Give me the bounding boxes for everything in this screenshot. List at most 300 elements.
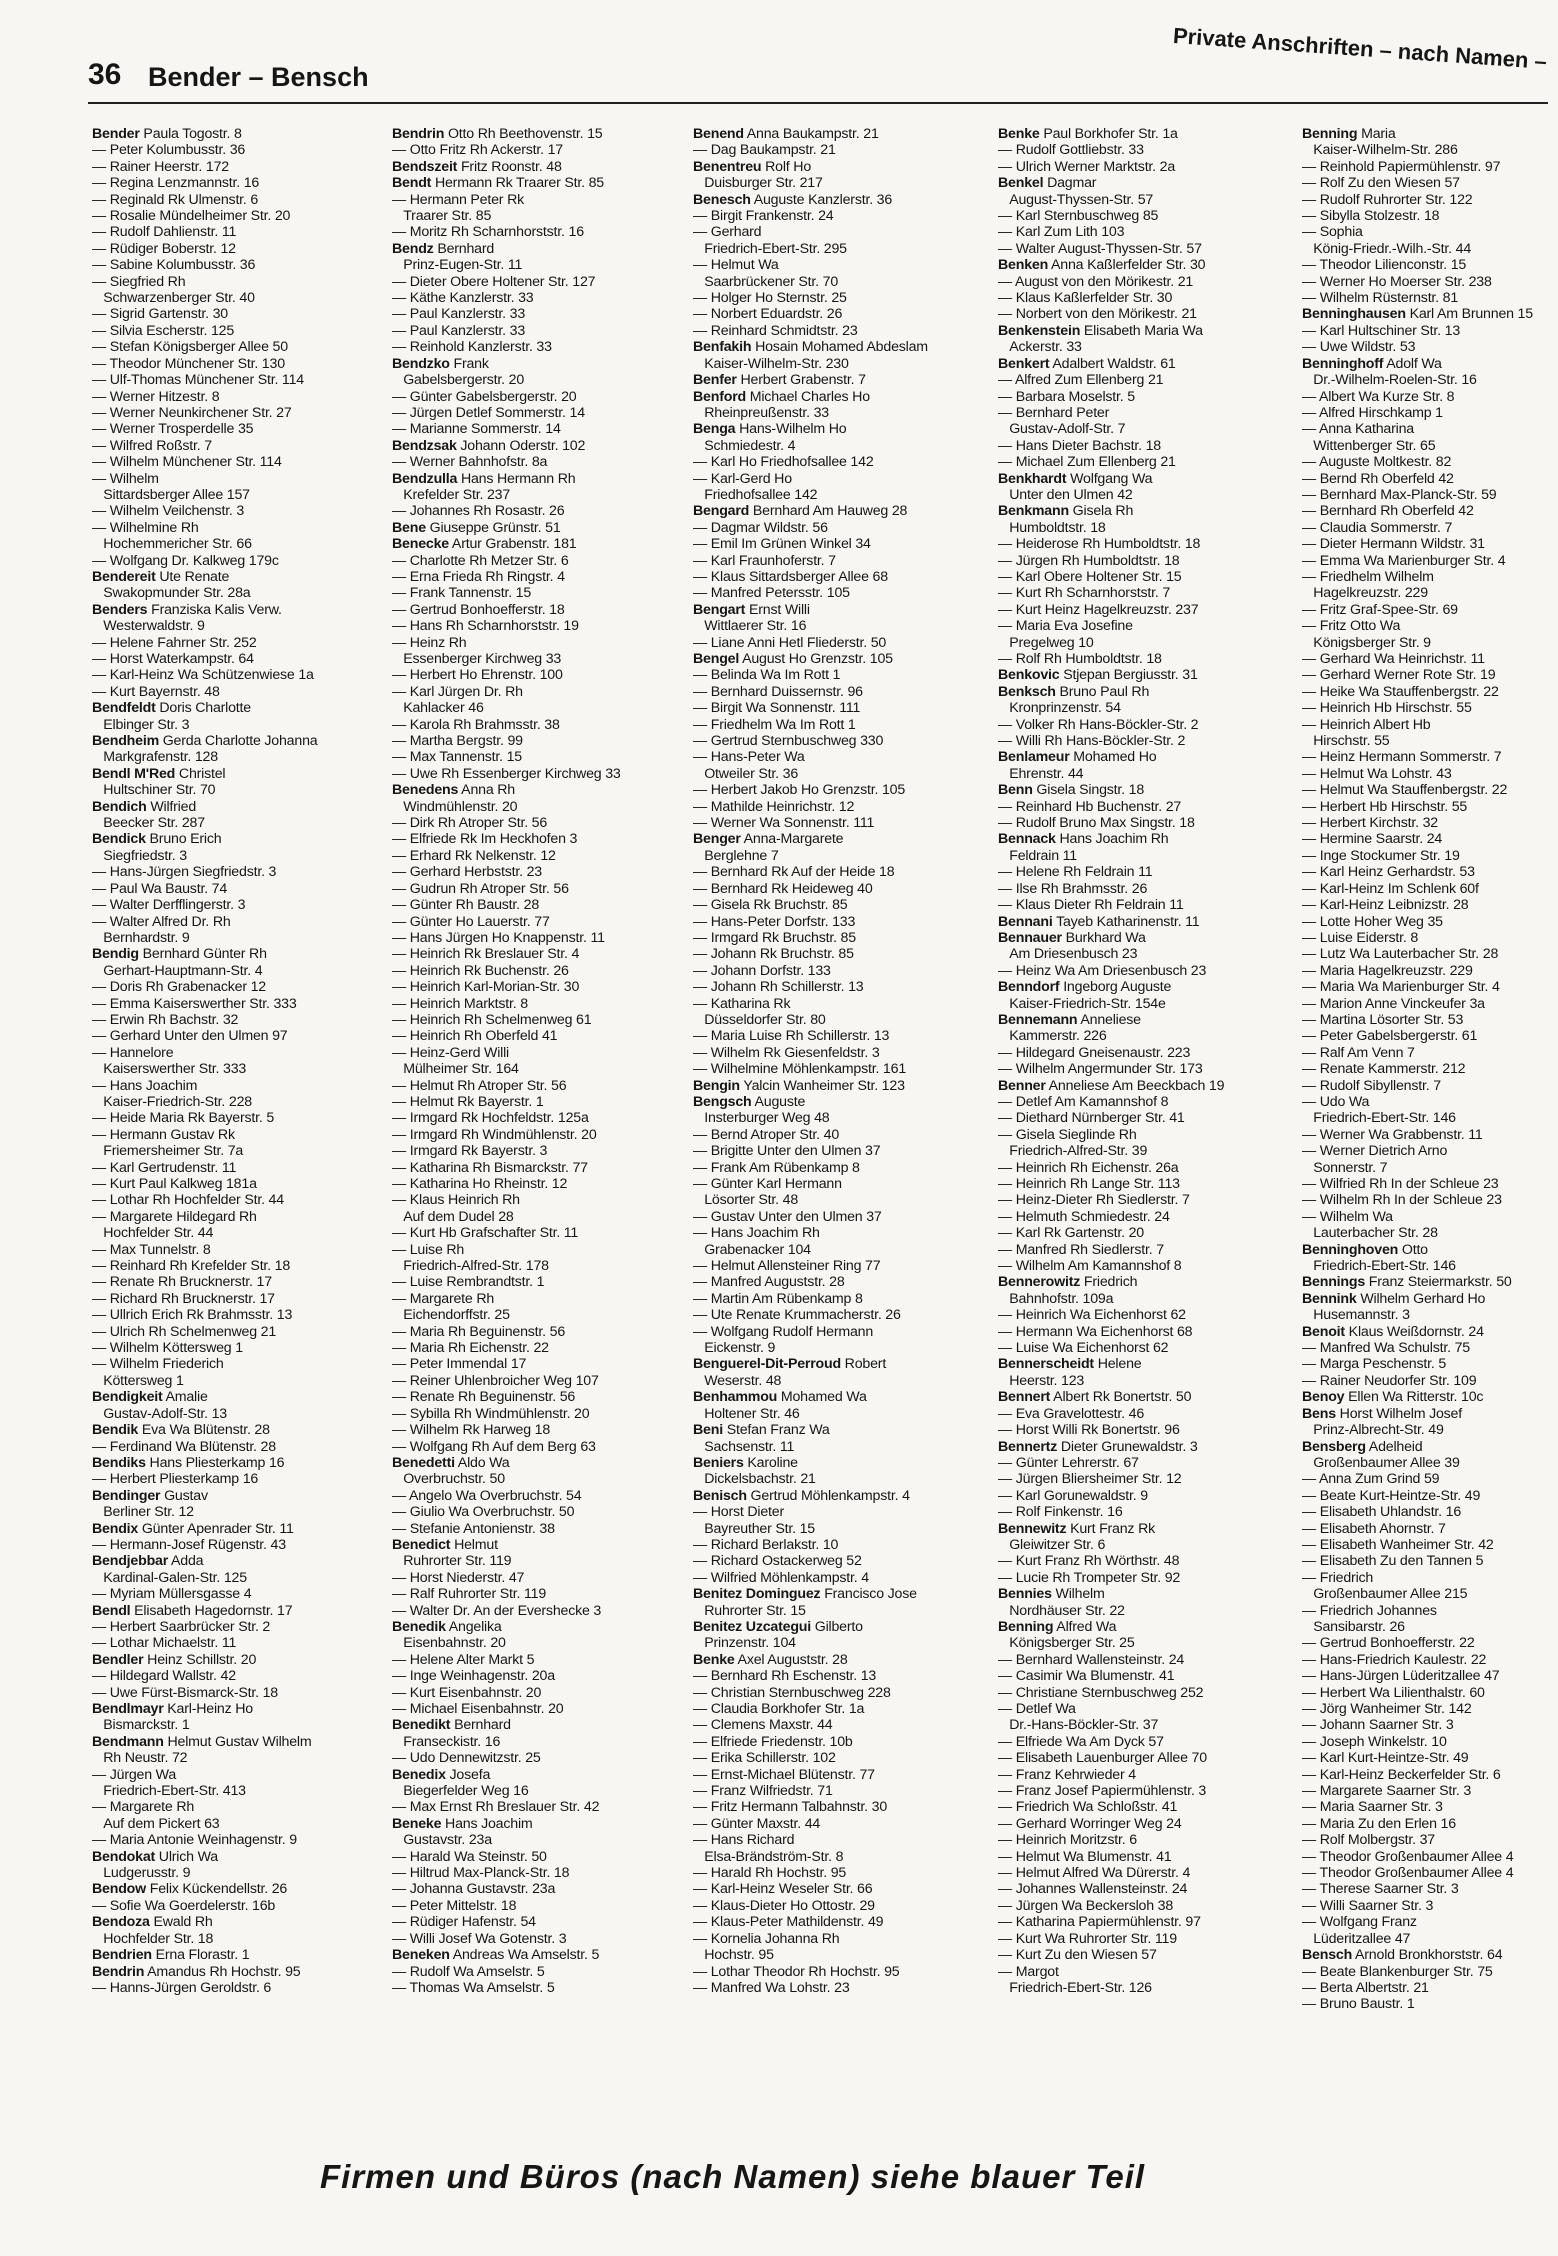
- directory-entry: — Rainer Neudorfer Str. 109: [1302, 1372, 1477, 1389]
- directory-entry: — Herbert Saarbrücker Str. 2: [92, 1618, 271, 1635]
- directory-entry: — Giulio Wa Overbruchstr. 50: [392, 1504, 575, 1521]
- directory-entry: Benguerel-Dit-Perroud Robert: [693, 1356, 887, 1373]
- directory-entry: Bendigkeit Amalie: [92, 1389, 208, 1406]
- directory-entry: Benke Paul Borkhofer Str. 1a: [998, 126, 1178, 142]
- directory-entry: — Martina Lösorter Str. 53: [1302, 1011, 1464, 1028]
- directory-entry: — Klaus-Peter Mathildenstr. 49: [693, 1914, 884, 1931]
- directory-entry: — Heinrich Wa Eichenhorst 62: [998, 1307, 1186, 1324]
- directory-entry: — Herbert Ho Ehrenstr. 100: [392, 667, 563, 684]
- directory-entry: — Bernhard Rk Auf der Heide 18: [693, 864, 895, 881]
- directory-entry: — Irmgard Rk Bruchstr. 85: [693, 929, 856, 946]
- directory-entry: Benning Alfred Wa: [998, 1618, 1117, 1635]
- directory-entry: — Horst Niederstr. 47: [392, 1569, 525, 1586]
- directory-entry: — Rainer Heerstr. 172: [92, 158, 229, 175]
- directory-entry: — Margot: [998, 1963, 1059, 1980]
- directory-entry: Mülheimer Str. 164: [392, 1061, 519, 1078]
- directory-entry: — Claudia Sommerstr. 7: [1302, 519, 1453, 536]
- directory-entry: — Horst Dieter: [693, 1504, 785, 1521]
- directory-entry: — Bernhard Wallensteinstr. 24: [998, 1651, 1185, 1668]
- directory-entry: — Hermann Peter Rk: [392, 191, 525, 208]
- directory-entry: Eickenstr. 9: [693, 1340, 776, 1357]
- directory-entry: — Kornelia Johanna Rh: [693, 1930, 840, 1947]
- directory-entry: August-Thyssen-Str. 57: [998, 191, 1154, 208]
- directory-entry: — Heinz-Dieter Rh Siedlerstr. 7: [998, 1192, 1190, 1209]
- directory-entry: Benninghausen Karl Am Brunnen 15: [1302, 306, 1533, 323]
- directory-entry: — Helmuth Schmiedestr. 24: [998, 1208, 1170, 1225]
- directory-entry: Benedik Angelika: [392, 1618, 502, 1635]
- directory-entry: — Karl Jürgen Dr. Rh: [392, 683, 523, 700]
- directory-entry: — Kurt Heinz Hagelkreuzstr. 237: [998, 601, 1199, 618]
- directory-entry: Dr.-Hans-Böckler-Str. 37: [998, 1717, 1159, 1734]
- directory-entry: Benger Anna-Margarete: [693, 831, 844, 848]
- directory-entry: — Maria Antonie Weinhagenstr. 9: [92, 1832, 297, 1849]
- directory-entry: — Walter Dr. An der Evershecke 3: [392, 1602, 602, 1619]
- directory-entry: — Lothar Rh Hochfelder Str. 44: [92, 1192, 284, 1209]
- directory-entry: — Max Tunnelstr. 8: [92, 1241, 211, 1258]
- directory-entry: — Lothar Theodor Rh Hochstr. 95: [693, 1963, 900, 1980]
- directory-entry: — Richard Rh Brucknerstr. 17: [92, 1290, 275, 1307]
- directory-entry: — Wilhelm Veilchenstr. 3: [92, 503, 245, 520]
- directory-entry: — Hermann-Josef Rügenstr. 43: [92, 1536, 286, 1553]
- directory-entry: Essenberger Kirchweg 33: [392, 651, 562, 667]
- directory-entry: — Jürgen Rh Humboldtstr. 18: [998, 552, 1180, 569]
- directory-entry: Bendiks Hans Pliesterkamp 16: [92, 1454, 285, 1471]
- directory-entry: — Johann Rk Bruchstr. 85: [693, 946, 854, 963]
- directory-entry: — Rudolf Dahlienstr. 11: [92, 224, 237, 241]
- directory-entry: Franseckistr. 16: [392, 1733, 501, 1750]
- directory-entry: Bendick Bruno Erich: [92, 831, 222, 848]
- directory-entry: Benfakih Hosain Mohamed Abdeslam: [693, 339, 928, 356]
- directory-entry: — Manfred Rh Siedlerstr. 7: [998, 1241, 1164, 1258]
- directory-entry: Grabenacker 104: [693, 1241, 811, 1258]
- directory-entry: — Rudolf Bruno Max Singstr. 18: [998, 815, 1195, 832]
- directory-entry: — Willi Josef Wa Gotenstr. 3: [392, 1930, 567, 1947]
- directory-entry: Benninghoff Adolf Wa: [1302, 355, 1442, 372]
- directory-entry: — Reinhard Hb Buchenstr. 27: [998, 798, 1182, 815]
- directory-entry: — Uwe Wildstr. 53: [1302, 339, 1416, 356]
- directory-entry: — Peter Immendal 17: [392, 1356, 527, 1373]
- directory-entry: — Kurt Paul Kalkweg 181a: [92, 1176, 257, 1192]
- directory-entry: Bennertz Dieter Grunewaldstr. 3: [998, 1438, 1198, 1455]
- directory-entry: — Joseph Winkelstr. 10: [1302, 1733, 1447, 1750]
- directory-entry: — Gerhard Unter den Ulmen 97: [92, 1028, 288, 1045]
- directory-entry: — Karl Heinz Gerhardstr. 53: [1302, 864, 1475, 881]
- directory-entry: — Herbert Jakob Ho Grenzstr. 105: [693, 782, 906, 799]
- directory-entry: — Gerhard Wa Heinrichstr. 11: [1302, 651, 1485, 667]
- directory-entry: Bendrin Amandus Rh Hochstr. 95: [92, 1963, 301, 1980]
- directory-entry: Bendszeit Fritz Roonstr. 48: [392, 158, 562, 175]
- directory-entry: Traarer Str. 85: [392, 208, 492, 225]
- directory-entry: Benders Franziska Kalis Verw.: [92, 601, 282, 618]
- directory-entry: — Helene Rh Feldrain 11: [998, 864, 1153, 881]
- directory-entry: — Sofie Wa Goerdelerstr. 16b: [92, 1897, 276, 1914]
- directory-entry: — Detlef Am Kamannshof 8: [998, 1093, 1169, 1110]
- directory-entry: — Wilhelm Friederich: [92, 1356, 224, 1373]
- directory-entry: — Bernd Atroper Str. 40: [693, 1126, 840, 1143]
- directory-entry: — Harald Rh Hochstr. 95: [693, 1865, 847, 1882]
- directory-entry: — Elfriede Friedenstr. 10b: [693, 1733, 853, 1750]
- directory-entry: — Karl Gorunewaldstr. 9: [998, 1487, 1148, 1504]
- directory-entry: — Hans-Friedrich Kaulestr. 22: [1302, 1651, 1487, 1668]
- directory-entry: Bendow Felix Kückendellstr. 26: [92, 1881, 288, 1898]
- directory-entry: Bendig Bernhard Günter Rh: [92, 946, 267, 963]
- directory-entry: — Karl-Heinz Weseler Str. 66: [693, 1881, 873, 1898]
- directory-entry: Benedetti Aldo Wa: [392, 1454, 510, 1471]
- page-header: [88, 22, 1549, 98]
- directory-entry: — Uwe Fürst-Bismarck-Str. 18: [92, 1684, 278, 1701]
- directory-entry: — Marianne Sommerstr. 14: [392, 421, 561, 438]
- directory-entry: — Rolf Rh Humboldtstr. 18: [998, 651, 1162, 667]
- directory-entry: — Reinhold Kanzlerstr. 33: [392, 339, 552, 356]
- directory-entry: Hochemmericher Str. 66: [92, 536, 252, 553]
- directory-entry: — Bernd Rh Oberfeld 42: [1302, 470, 1454, 487]
- directory-entry: — Berta Albertstr. 21: [1302, 1979, 1429, 1996]
- directory-entry: — Barbara Moselstr. 5: [998, 388, 1135, 405]
- directory-entry: — Gertrud Bonhoefferstr. 22: [1302, 1635, 1475, 1652]
- directory-entry: — Rudolf Wa Amselstr. 5: [392, 1963, 545, 1980]
- directory-entry: — Udo Dennewitzstr. 25: [392, 1750, 541, 1767]
- directory-entry: Kammerstr. 226: [998, 1028, 1107, 1045]
- directory-entry: — Hannelore: [92, 1044, 174, 1061]
- directory-entry: — Erna Frieda Rh Ringstr. 4: [392, 568, 565, 585]
- directory-entry: Bendoza Ewald Rh: [92, 1914, 213, 1931]
- directory-entry: — Hans-Jürgen Lüderitzallee 47: [1302, 1668, 1500, 1685]
- directory-entry: — Ulrich Rh Schelmenweg 21: [92, 1323, 277, 1340]
- directory-entry: — Hans-Peter Dorfstr. 133: [693, 913, 856, 930]
- directory-entry: Bendereit Ute Renate: [92, 568, 230, 585]
- directory-entry: Duisburger Str. 217: [693, 175, 823, 192]
- directory-entry: — Helmut Wa Lohstr. 43: [1302, 765, 1452, 782]
- directory-entry: — Wolfgang Rudolf Hermann: [693, 1323, 874, 1340]
- directory-entry: — Martin Am Rübenkamp 8: [693, 1290, 863, 1307]
- directory-entry: — Gertrud Sternbuschweg 330: [693, 733, 884, 750]
- directory-entry: — Gudrun Rh Atroper Str. 56: [392, 880, 569, 897]
- column-2: [392, 126, 688, 2126]
- directory-entry: — Helmut Wa Blumenstr. 41: [998, 1848, 1172, 1865]
- directory-entry: — Moritz Rh Scharnhorststr. 16: [392, 224, 584, 241]
- directory-entry: Bendinger Gustav: [92, 1487, 208, 1504]
- directory-entry: Unter den Ulmen 42: [998, 486, 1133, 503]
- directory-entry: — Günter Ho Lauerstr. 77: [392, 913, 550, 930]
- directory-entry: — Rolf Zu den Wiesen 57: [1302, 175, 1460, 192]
- directory-entry: Friedrich-Ebert-Str. 126: [998, 1979, 1152, 1996]
- directory-entry: — Hans Joachim Rh: [693, 1225, 820, 1242]
- directory-entry: Swakopmunder Str. 28a: [92, 585, 251, 602]
- directory-entry: — Reinhold Papiermühlenstr. 97: [1302, 158, 1501, 175]
- directory-entry: — Norbert Eduardstr. 26: [693, 306, 843, 323]
- directory-entry: Benford Michael Charles Ho: [693, 388, 870, 405]
- directory-entry: — Anna Zum Grind 59: [1302, 1471, 1440, 1488]
- directory-entry: Berglehne 7: [693, 847, 779, 864]
- directory-entry: — Karl Fraunhoferstr. 7: [693, 552, 836, 569]
- directory-entry: — Brigitte Unter den Ulmen 37: [693, 1143, 881, 1160]
- directory-entry: Benedix Josefa: [392, 1766, 491, 1783]
- directory-entry: Bennies Wilhelm: [998, 1586, 1105, 1603]
- directory-entry: — Theodor Großenbaumer Allee 4: [1302, 1848, 1514, 1865]
- directory-entry: — Helmut Wa: [693, 257, 779, 274]
- directory-entry: Bennewitz Kurt Franz Rk: [998, 1520, 1156, 1537]
- directory-entry: — Heinrich Rk Buchenstr. 26: [392, 962, 569, 979]
- directory-entry: — Margarete Saarner Str. 3: [1302, 1783, 1472, 1800]
- directory-entry: Benedikt Bernhard: [392, 1717, 511, 1734]
- directory-entry: — Friedrich: [1302, 1569, 1374, 1586]
- directory-entry: Hochfelder Str. 44: [92, 1225, 214, 1242]
- directory-columns: [92, 126, 1548, 2126]
- page-number: 36: [88, 58, 122, 91]
- directory-entry: Siegfriedstr. 3: [92, 847, 187, 864]
- directory-entry: — Maria Eva Josefine: [998, 618, 1133, 635]
- directory-entry: — Theodor Großenbaumer Allee 4: [1302, 1865, 1514, 1882]
- directory-entry: — Beate Kurt-Heintze-Str. 49: [1302, 1487, 1481, 1504]
- directory-entry: — Sabine Kolumbusstr. 36: [92, 257, 256, 274]
- directory-entry: — Karl-Gerd Ho: [693, 470, 792, 487]
- directory-entry: Prinz-Albrecht-Str. 49: [1302, 1422, 1444, 1439]
- directory-entry: — Heiderose Rh Humboldtstr. 18: [998, 536, 1201, 553]
- directory-entry: König-Friedr.-Wilh.-Str. 44: [1302, 240, 1472, 257]
- directory-entry: — Hiltrud Max-Planck-Str. 18: [392, 1865, 570, 1882]
- directory-entry: Gerhart-Hauptmann-Str. 4: [92, 962, 263, 979]
- directory-entry: — Myriam Müllersgasse 4: [92, 1586, 252, 1603]
- directory-entry: — Bernhard Rk Heideweg 40: [693, 880, 873, 897]
- directory-entry: — Fritz Otto Wa: [1302, 618, 1401, 635]
- directory-entry: Gleiwitzer Str. 6: [998, 1536, 1106, 1553]
- directory-entry: — Wilhelm: [92, 470, 159, 487]
- directory-entry: — Heinrich Rh Lange Str. 113: [998, 1176, 1180, 1192]
- directory-entry: — Holger Ho Sternstr. 25: [693, 290, 847, 307]
- directory-entry: — Katharina Rk: [693, 995, 791, 1012]
- directory-entry: Wittlaerer Str. 16: [693, 618, 807, 635]
- directory-entry: Bendix Günter Apenrader Str. 11: [92, 1520, 294, 1537]
- directory-entry: — Johann Saarner Str. 3: [1302, 1717, 1454, 1734]
- directory-entry: — Günter Maxstr. 44: [693, 1815, 821, 1832]
- directory-entry: — Karl-Heinz Beckerfelder Str. 6: [1302, 1766, 1501, 1783]
- directory-entry: Humboldtstr. 18: [998, 519, 1106, 536]
- directory-entry: — Anna Katharina: [1302, 421, 1414, 438]
- directory-entry: — Wilhelm Rh In der Schleue 23: [1302, 1192, 1502, 1209]
- directory-entry: Ehrenstr. 44: [998, 765, 1084, 782]
- directory-entry: Ackerstr. 33: [998, 339, 1082, 356]
- directory-entry: — Klaus Kaßlerfelder Str. 30: [998, 290, 1173, 307]
- directory-entry: Großenbaumer Allee 39: [1302, 1454, 1460, 1471]
- directory-entry: Bennerscheidt Helene: [998, 1356, 1142, 1373]
- directory-entry: — Karl Gertrudenstr. 11: [92, 1159, 237, 1176]
- directory-entry: — Hildegard Gneisenaustr. 223: [998, 1044, 1191, 1061]
- directory-entry: Friedrich-Ebert-Str. 146: [1302, 1258, 1456, 1275]
- directory-entry: — Willi Rh Hans-Böckler-Str. 2: [998, 733, 1186, 750]
- directory-entry: Bendl Elisabeth Hagedornstr. 17: [92, 1602, 293, 1619]
- directory-entry: — Lothar Michaelstr. 11: [92, 1635, 237, 1652]
- directory-entry: — Mathilde Heinrichstr. 12: [693, 798, 855, 815]
- directory-entry: — Franz Wilfriedstr. 71: [693, 1783, 833, 1800]
- directory-entry: — Heinz Wa Am Driesenbusch 23: [998, 962, 1207, 979]
- directory-entry: — Johannes Rh Rosastr. 26: [392, 503, 565, 520]
- directory-entry: — Karl-Heinz Wa Schützenwiese 1a: [92, 667, 314, 684]
- directory-entry: — Bernhard Peter: [998, 404, 1110, 421]
- directory-entry: Benner Anneliese Am Beeckbach 19: [998, 1077, 1225, 1094]
- directory-entry: — Manfred Wa Lohstr. 23: [693, 1979, 850, 1996]
- directory-entry: Bernhardstr. 9: [92, 929, 190, 946]
- directory-entry: — Günter Lehrerstr. 67: [998, 1454, 1139, 1471]
- directory-entry: — Dieter Hermann Wildstr. 31: [1302, 536, 1485, 553]
- directory-entry: — Fritz Hermann Talbahnstr. 30: [693, 1799, 888, 1816]
- directory-entry: — Wolfgang Franz: [1302, 1914, 1417, 1931]
- directory-entry: Bengard Bernhard Am Hauweg 28: [693, 503, 908, 520]
- directory-entry: — Gertrud Bonhoefferstr. 18: [392, 601, 565, 618]
- directory-entry: Otweiler Str. 36: [693, 765, 799, 782]
- directory-entry: — Margarete Rh: [92, 1799, 195, 1816]
- directory-entry: — Martha Bergstr. 99: [392, 733, 523, 750]
- directory-entry: — Walter August-Thyssen-Str. 57: [998, 240, 1202, 257]
- directory-entry: Friedrich-Ebert-Str. 413: [92, 1783, 246, 1800]
- directory-entry: Husemannstr. 3: [1302, 1307, 1410, 1324]
- directory-entry: Bendz Bernhard: [392, 240, 495, 257]
- directory-entry: — Helene Fahrner Str. 252: [92, 634, 257, 651]
- directory-entry: Sachsenstr. 11: [693, 1438, 795, 1455]
- directory-entry: Bismarckstr. 1: [92, 1717, 190, 1734]
- directory-entry: — Klaus Sittardsberger Allee 68: [693, 568, 888, 585]
- directory-entry: — Peter Kolumbusstr. 36: [92, 142, 246, 159]
- directory-entry: Lösorter Str. 48: [693, 1192, 799, 1209]
- directory-entry: — Werner Trosperdelle 35: [92, 421, 254, 438]
- directory-entry: — Katharina Rh Bismarckstr. 77: [392, 1159, 588, 1176]
- directory-entry: — Werner Wa Grabbenstr. 11: [1302, 1126, 1483, 1143]
- directory-entry: — Kurt Wa Ruhrorter Str. 119: [998, 1930, 1177, 1947]
- directory-entry: — Siegfried Rh: [92, 273, 186, 290]
- directory-entry: Hirschstr. 55: [1302, 733, 1390, 750]
- directory-entry: — Friedrich Wa Schloßstr. 41: [998, 1799, 1178, 1816]
- directory-entry: Saarbrückener Str. 70: [693, 273, 839, 290]
- directory-entry: — Renate Kammerstr. 212: [1302, 1061, 1466, 1078]
- directory-entry: — Bernhard Max-Planck-Str. 59: [1302, 486, 1497, 503]
- directory-entry: Beneke Hans Joachim: [392, 1815, 533, 1832]
- directory-entry: — Karola Rh Brahmsstr. 38: [392, 716, 560, 733]
- directory-entry: — Luise Rembrandtstr. 1: [392, 1274, 545, 1291]
- directory-entry: Kaiser-Friedrich-Str. 154e: [998, 995, 1166, 1012]
- directory-entry: — Ralf Am Venn 7: [1302, 1044, 1415, 1061]
- directory-entry: — Frank Am Rübenkamp 8: [693, 1159, 860, 1176]
- directory-entry: — Sibylla Stolzestr. 18: [1302, 208, 1440, 225]
- directory-entry: Benn Gisela Singstr. 18: [998, 782, 1145, 799]
- directory-entry: — Fritz Graf-Spee-Str. 69: [1302, 601, 1458, 618]
- directory-entry: — Lutz Wa Lauterbacher Str. 28: [1302, 946, 1499, 963]
- directory-entry: — Horst Willi Rk Bonertstr. 96: [998, 1422, 1180, 1439]
- directory-entry: Krefelder Str. 237: [392, 486, 511, 503]
- directory-entry: — Lucie Rh Trompeter Str. 92: [998, 1569, 1181, 1586]
- directory-entry: Benoit Klaus Weißdornstr. 24: [1302, 1323, 1484, 1340]
- directory-entry: — Uwe Rh Essenberger Kirchweg 33: [392, 765, 621, 782]
- directory-entry: — Hermann Wa Eichenhorst 68: [998, 1323, 1193, 1340]
- directory-entry: Ludgerusstr. 9: [92, 1865, 191, 1882]
- directory-entry: Benoy Ellen Wa Ritterstr. 10c: [1302, 1389, 1484, 1406]
- directory-entry: — Heinrich Rh Oberfeld 41: [392, 1028, 558, 1045]
- directory-entry: — Elisabeth Lauenburger Allee 70: [998, 1750, 1207, 1767]
- directory-entry: Benesch Auguste Kanzlerstr. 36: [693, 191, 893, 208]
- directory-entry: Elbinger Str. 3: [92, 716, 190, 733]
- directory-entry: — Karl-Heinz Leibnizstr. 28: [1302, 897, 1469, 914]
- directory-entry: — Birgit Frankenstr. 24: [693, 208, 834, 225]
- directory-entry: — Wilhelm Rk Harweg 18: [392, 1422, 551, 1439]
- directory-entry: — Otto Fritz Rh Ackerstr. 17: [392, 142, 564, 159]
- column-3: [693, 126, 989, 2126]
- directory-entry: — Therese Saarner Str. 3: [1302, 1881, 1459, 1898]
- directory-entry: — Sophia: [1302, 224, 1363, 241]
- directory-entry: Wittenberger Str. 65: [1302, 437, 1436, 454]
- directory-entry: — Wilhelmine Rh: [92, 519, 199, 536]
- directory-entry: Bendfeldt Doris Charlotte: [92, 700, 251, 717]
- directory-entry: — Irmgard Rk Bayerstr. 3: [392, 1143, 548, 1160]
- directory-entry: — Michael Zum Ellenberg 21: [998, 454, 1176, 471]
- directory-entry: Schmiedestr. 4: [693, 437, 796, 454]
- directory-entry: Gustav-Adolf-Str. 7: [998, 421, 1126, 438]
- directory-entry: Eisenbahnstr. 20: [392, 1635, 506, 1652]
- directory-entry: Bensberg Adelheid: [1302, 1438, 1423, 1455]
- directory-entry: Beniers Karoline: [693, 1454, 798, 1471]
- directory-entry: — Dag Baukampstr. 21: [693, 142, 836, 159]
- directory-entry: — Hermine Saarstr. 24: [1302, 831, 1443, 848]
- directory-entry: — Klaus Dieter Rh Feldrain 11: [998, 897, 1184, 914]
- directory-entry: Hagelkreuzstr. 229: [1302, 585, 1428, 602]
- directory-entry: Bengart Ernst Willi: [693, 601, 810, 618]
- directory-entry: — Herbert Kirchstr. 32: [1302, 815, 1438, 832]
- directory-entry: Bahnhofstr. 109a: [998, 1290, 1114, 1307]
- directory-entry: — Wilhelm Münchener Str. 114: [92, 454, 282, 471]
- directory-entry: — Bernhard Rh Eschenstr. 13: [693, 1668, 877, 1685]
- directory-entry: Windmühlenstr. 20: [392, 798, 518, 815]
- directory-entry: Schwarzenberger Str. 40: [92, 290, 255, 307]
- directory-entry: — Friedhelm Wilhelm: [1302, 568, 1434, 585]
- directory-entry: Bendler Heinz Schillstr. 20: [92, 1651, 257, 1668]
- directory-entry: — Heinz Rh: [392, 634, 467, 651]
- directory-entry: Königsberger Str. 25: [998, 1635, 1135, 1652]
- directory-entry: Auf dem Dudel 28: [392, 1208, 514, 1225]
- directory-entry: Bengel August Ho Grenzstr. 105: [693, 651, 893, 667]
- directory-entry: Benkenstein Elisabeth Maria Wa: [998, 322, 1203, 339]
- directory-entry: — Johanna Gustavstr. 23a: [392, 1881, 556, 1898]
- directory-entry: — Christiane Sternbuschweg 252: [998, 1684, 1204, 1701]
- directory-entry: — Karl-Heinz Im Schlenk 60f: [1302, 880, 1479, 897]
- directory-entry: — Bernhard Duissernstr. 96: [693, 683, 863, 700]
- directory-entry: — Wilhelm Wa: [1302, 1208, 1393, 1225]
- directory-entry: — Bruno Baustr. 1: [1302, 1996, 1415, 2013]
- directory-entry: Beni Stefan Franz Wa: [693, 1422, 830, 1439]
- directory-entry: — Casimir Wa Blumenstr. 41: [998, 1668, 1175, 1685]
- directory-entry: Biegerfelder Weg 16: [392, 1783, 529, 1800]
- directory-entry: Bennings Franz Steiermarkstr. 50: [1302, 1274, 1512, 1291]
- directory-entry: Bennerowitz Friedrich: [998, 1274, 1138, 1291]
- directory-entry: — Johann Rh Schillerstr. 13: [693, 979, 864, 996]
- directory-entry: — Elisabeth Ahornstr. 7: [1302, 1520, 1446, 1537]
- directory-entry: — Hans-Jürgen Siegfriedstr. 3: [92, 864, 277, 881]
- directory-entry: — Werner Wa Sonnenstr. 111: [693, 815, 875, 832]
- directory-entry: — Käthe Kanzlerstr. 33: [392, 290, 534, 307]
- directory-entry: — Jürgen Wa Beckersloh 38: [998, 1897, 1174, 1914]
- directory-entry: Bendmann Helmut Gustav Wilhelm: [92, 1733, 312, 1750]
- directory-entry: — Herbert Hb Hirschstr. 55: [1302, 798, 1468, 815]
- directory-entry: Bennert Albert Rk Bonertstr. 50: [998, 1389, 1192, 1406]
- directory-entry: — Katharina Papiermühlenstr. 97: [998, 1914, 1201, 1931]
- directory-entry: Dr.-Wilhelm-Roelen-Str. 16: [1302, 372, 1477, 389]
- directory-entry: Friedrich-Alfred-Str. 39: [998, 1143, 1148, 1160]
- directory-entry: Prinzenstr. 104: [693, 1635, 796, 1652]
- directory-entry: Benlameur Mohamed Ho: [998, 749, 1157, 766]
- directory-entry: — Walter Derfflingerstr. 3: [92, 897, 246, 914]
- directory-entry: Benedict Helmut: [392, 1536, 498, 1553]
- directory-entry: Lüderitzallee 47: [1302, 1930, 1411, 1947]
- directory-entry: Beneken Andreas Wa Amselstr. 5: [392, 1947, 600, 1964]
- directory-entry: — Maria Zu den Erlen 16: [1302, 1815, 1456, 1832]
- directory-entry: — Heide Maria Rk Bayerstr. 5: [92, 1110, 275, 1127]
- directory-entry: — Karl Kurt-Heintze-Str. 49: [1302, 1750, 1469, 1767]
